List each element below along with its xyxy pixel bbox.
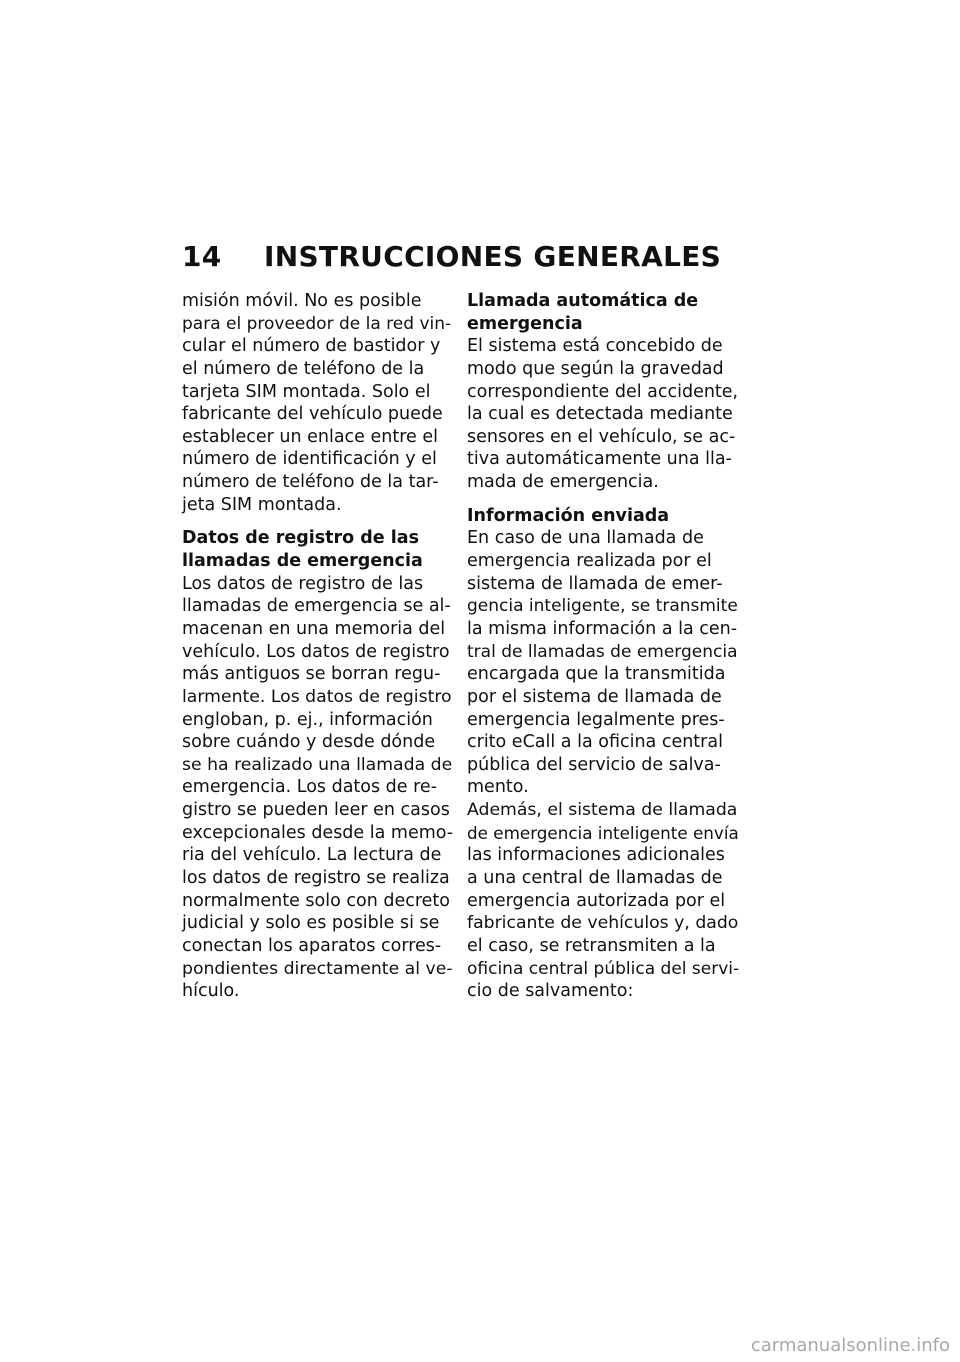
body-text-line: jeta SIM montada. xyxy=(182,494,342,515)
section-heading-line: Información enviada xyxy=(467,505,670,526)
body-text-line: tiva automáticamente una lla- xyxy=(467,449,732,470)
body-text-line: Además, el sistema de llamada xyxy=(467,800,738,821)
body-text-line: sistema de llamada de emer- xyxy=(467,573,723,594)
watermark-text: carmanualsonline.info xyxy=(750,1335,950,1356)
body-text-line: normalmente solo con decreto xyxy=(182,890,450,911)
section-gap xyxy=(182,516,452,527)
body-text-line: emergencia realizada por el xyxy=(467,551,712,572)
body-text-line: macenan en una memoria del xyxy=(182,618,446,639)
body-text-line: sensores en el vehículo, se ac- xyxy=(467,426,736,447)
body-text-line: fabricante de vehículos y, dado xyxy=(467,913,739,934)
body-text-line: fabricante del vehículo puede xyxy=(182,404,443,425)
body-text-line: misión móvil. No es posible xyxy=(182,291,422,311)
body-text-line: para el proveedor de la red vin- xyxy=(182,313,452,334)
body-text-line: el caso, se retransmiten a la xyxy=(467,935,716,956)
body-text-line: número de identificación y el xyxy=(182,449,437,470)
body-text-line: gistro se pueden leer en casos xyxy=(182,800,450,821)
body-text-line: número de teléfono de la tar- xyxy=(182,472,439,493)
body-text-line: por el sistema de llamada de xyxy=(467,686,722,707)
body-text-line: tarjeta SIM montada. Solo el xyxy=(182,381,431,402)
body-text-line: emergencia. Los datos de re- xyxy=(182,777,438,798)
left-column xyxy=(182,290,452,1003)
body-text-line: larmente. Los datos de registro xyxy=(182,686,452,707)
body-text-line: sobre cuándo y desde dónde xyxy=(182,732,436,753)
body-text-line: gencia inteligente, se transmite xyxy=(467,596,738,617)
section-heading-line: llamadas de emergencia xyxy=(182,551,423,572)
body-text-line: la misma información a la cen- xyxy=(467,618,738,639)
body-text-line: oficina central pública del servi- xyxy=(467,958,740,979)
body-text-line: hículo. xyxy=(182,981,240,1002)
body-text-line: correspondiente del accidente, xyxy=(467,381,739,402)
body-text-line: más antiguos se borran regu- xyxy=(182,664,441,685)
body-text-line: llamadas de emergencia se al- xyxy=(182,596,451,617)
body-text-line: mento. xyxy=(467,777,529,798)
section-heading-line: emergencia xyxy=(467,313,583,334)
body-text-line: establecer un enlace entre el xyxy=(182,426,438,447)
body-text-line: encargada que la transmitida xyxy=(467,664,726,685)
body-text-line: judicial y solo es posible si se xyxy=(182,913,440,934)
body-text-line: El sistema está concebido de xyxy=(467,336,723,357)
body-text-line: En caso de una llamada de xyxy=(467,528,704,549)
section-heading-line: Datos de registro de las xyxy=(182,528,419,549)
body-text-line: de emergencia inteligente envía xyxy=(467,822,739,843)
body-text-line: a una central de llamadas de xyxy=(467,868,723,889)
section-heading-line: Llamada automática de xyxy=(467,291,699,311)
body-text-line: crito eCall a la oficina central xyxy=(467,732,723,753)
body-text-line: ria del vehículo. La lectura de xyxy=(182,845,442,866)
text-section xyxy=(182,527,452,1002)
body-text-line: emergencia autorizada por el xyxy=(467,890,726,911)
body-text-line: tral de llamadas de emergencia xyxy=(467,641,738,662)
page-number: 14 xyxy=(182,240,222,273)
body-text-line: el número de teléfono de la xyxy=(182,358,425,379)
body-text-line: excepcionales desde la memo- xyxy=(182,822,454,843)
text-section xyxy=(467,505,740,1003)
body-text-line: vehículo. Los datos de registro xyxy=(182,641,450,662)
body-text-line: conectan los aparatos corres- xyxy=(182,935,442,956)
body-text-line: cio de salvamento: xyxy=(467,981,634,1002)
body-text-line: pondientes directamente al ve- xyxy=(182,958,453,979)
page-header xyxy=(182,240,782,280)
body-text-line: las informaciones adicionales xyxy=(467,845,725,866)
text-section xyxy=(182,290,452,516)
body-text-line: los datos de registro se realiza xyxy=(182,868,450,889)
section-gap xyxy=(467,494,737,505)
body-text-line: la cual es detectada mediante xyxy=(467,404,733,425)
body-text-line: cular el número de bastidor y xyxy=(182,336,441,357)
body-text-line: pública del servicio de salva- xyxy=(467,754,721,775)
text-section xyxy=(467,290,737,494)
body-text-line: mada de emergencia. xyxy=(467,472,659,493)
right-column xyxy=(467,290,740,1003)
body-text-line: Los datos de registro de las xyxy=(182,573,424,594)
chapter-title: INSTRUCCIONES GENERALES xyxy=(264,240,722,273)
body-text-line: modo que según la gravedad xyxy=(467,358,724,379)
body-text-line: engloban, p. ej., información xyxy=(182,709,433,730)
body-text-line: emergencia legalmente pres- xyxy=(467,709,725,730)
body-text-line: se ha realizado una llamada de xyxy=(182,754,453,775)
